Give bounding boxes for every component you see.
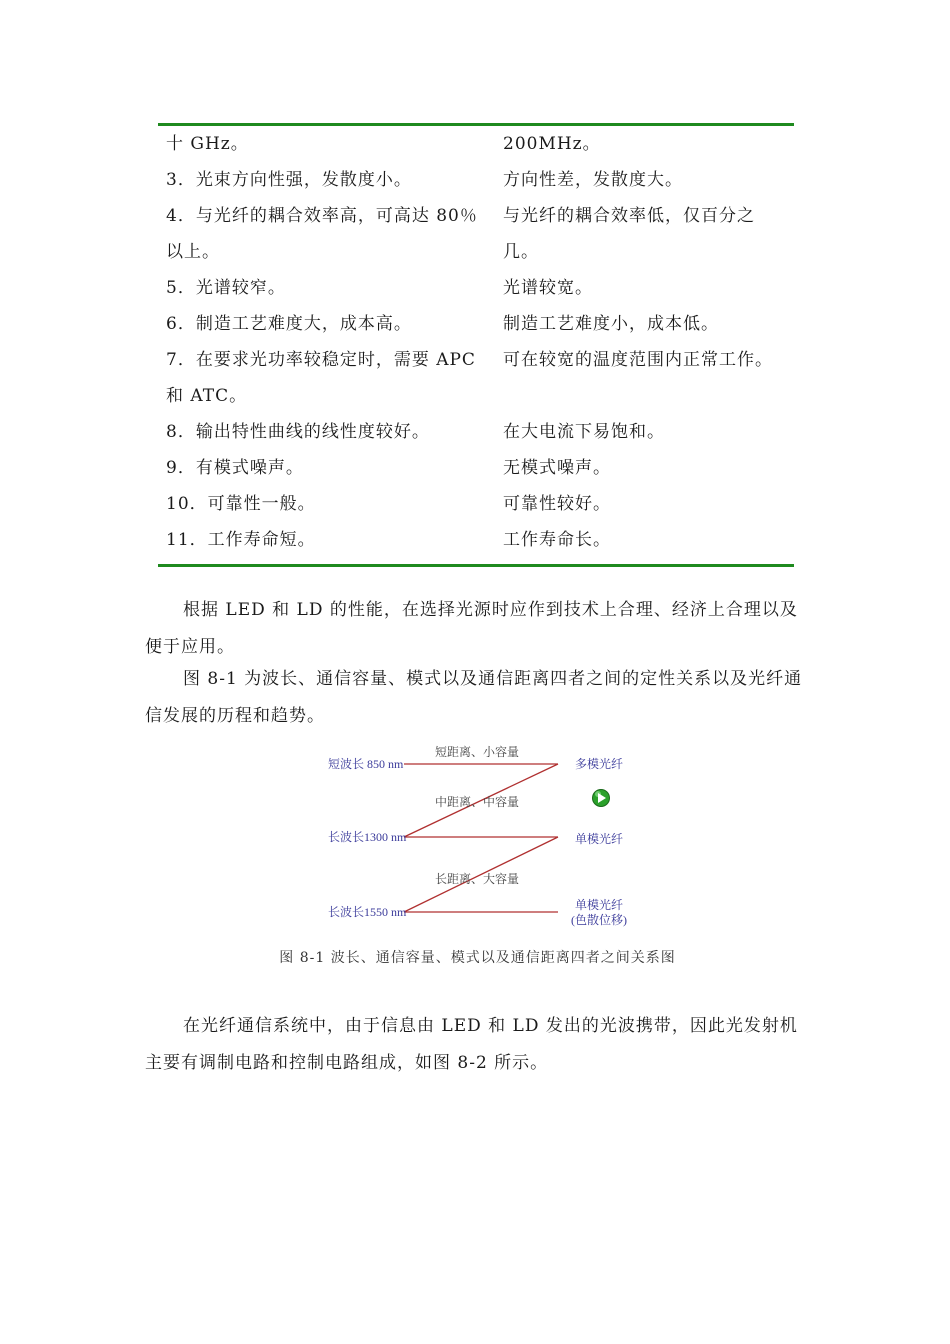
led-cell: 无模式噪声。 (503, 458, 611, 478)
led-cell: 可在较宽的温度范围内正常工作。 (503, 350, 773, 370)
table-row (158, 198, 794, 234)
table-bottom-rule (158, 564, 794, 567)
ld-cell: 5．光谱较窄。 (166, 278, 286, 298)
ld-cell: 10．可靠性一般。 (166, 494, 316, 514)
led-cell (503, 378, 794, 414)
ld-cell: 9．有模式噪声。 (166, 458, 304, 478)
led-cell: 工作寿命长。 (503, 530, 611, 550)
ld-cell: 以上。 (166, 242, 220, 262)
led-cell: 制造工艺难度小，成本低。 (503, 314, 719, 334)
mid-label-short: 短距离、小容量 (435, 745, 520, 759)
led-cell: 可靠性较好。 (503, 494, 611, 514)
figure-caption: 图 8-1 波长、通信容量、模式以及通信距离四者之间关系图 (279, 950, 676, 966)
ld-cell: 11．工作寿命短。 (166, 530, 316, 550)
ld-cell: 十 GHz。 (166, 134, 249, 154)
table-row (158, 126, 794, 162)
right-label-singlemode: 单模光纤 (575, 832, 624, 846)
led-cell: 光谱较宽。 (503, 278, 593, 298)
right-label-dispersion-shifted: (色散位移) (571, 913, 627, 927)
zigzag-lines (404, 764, 558, 912)
table-row (158, 270, 794, 306)
ld-cell: 6．制造工艺难度大，成本高。 (166, 314, 412, 334)
led-cell: 方向性差，发散度大。 (503, 170, 683, 190)
table-row (158, 342, 794, 378)
table-row (158, 306, 794, 342)
ld-cell: 和 ATC。 (166, 386, 248, 406)
led-cell: 200MHz。 (503, 134, 601, 154)
led-cell: 与光纤的耦合效率低，仅百分之 (503, 206, 755, 226)
left-label-1550: 长波长1550 nm (328, 905, 407, 919)
paragraph-text: 在光纤通信系统中，由于信息由 LED 和 LD 发出的光波携带，因此光发射机主要有调制电路和控制电路组成，如图 8-2 所示。 (145, 1016, 798, 1073)
table-row (158, 162, 794, 198)
ld-cell: 8．输出特性曲线的线性度较好。 (166, 422, 430, 442)
ld-cell: 3．光束方向性强，发散度小。 (166, 170, 412, 190)
paragraph-figure-intro (145, 661, 810, 735)
figure-8-1 (300, 735, 650, 935)
right-label-multimode: 多模光纤 (575, 757, 624, 771)
paragraph-text: 图 8-1 为波长、通信容量、模式以及通信距离四者之间的定性关系以及光纤通信发展的历程和趋势。 (145, 669, 803, 726)
paragraph-transmitter (145, 1008, 810, 1082)
ld-cell: 7．在要求光功率较稳定时，需要 APC (166, 350, 476, 370)
table-row (158, 234, 794, 270)
comparison-table (158, 123, 794, 567)
ld-cell: 4．与光纤的耦合效率高，可高达 80％ (166, 206, 478, 226)
mid-label-medium: 中距离、中容量 (435, 795, 520, 809)
led-cell: 几。 (503, 242, 539, 262)
table-row (158, 378, 794, 414)
right-label-singlemode-2: 单模光纤 (575, 898, 624, 912)
paragraph-led-ld-selection (145, 592, 810, 666)
left-label-1300: 长波长1300 nm (328, 830, 407, 844)
led-cell: 在大电流下易饱和。 (503, 422, 665, 442)
table-row (158, 414, 794, 450)
mid-label-long: 长距离、大容量 (435, 872, 520, 886)
figure-diagram (300, 735, 650, 935)
table-row (158, 450, 794, 486)
table-row (158, 486, 794, 522)
table-row (158, 522, 794, 558)
paragraph-text: 根据 LED 和 LD 的性能，在选择光源时应作到技术上合理、经济上合理以及便于应用。 (145, 600, 798, 657)
left-label-850: 短波长 850 nm (328, 757, 404, 771)
green-play-button-icon (593, 790, 610, 807)
